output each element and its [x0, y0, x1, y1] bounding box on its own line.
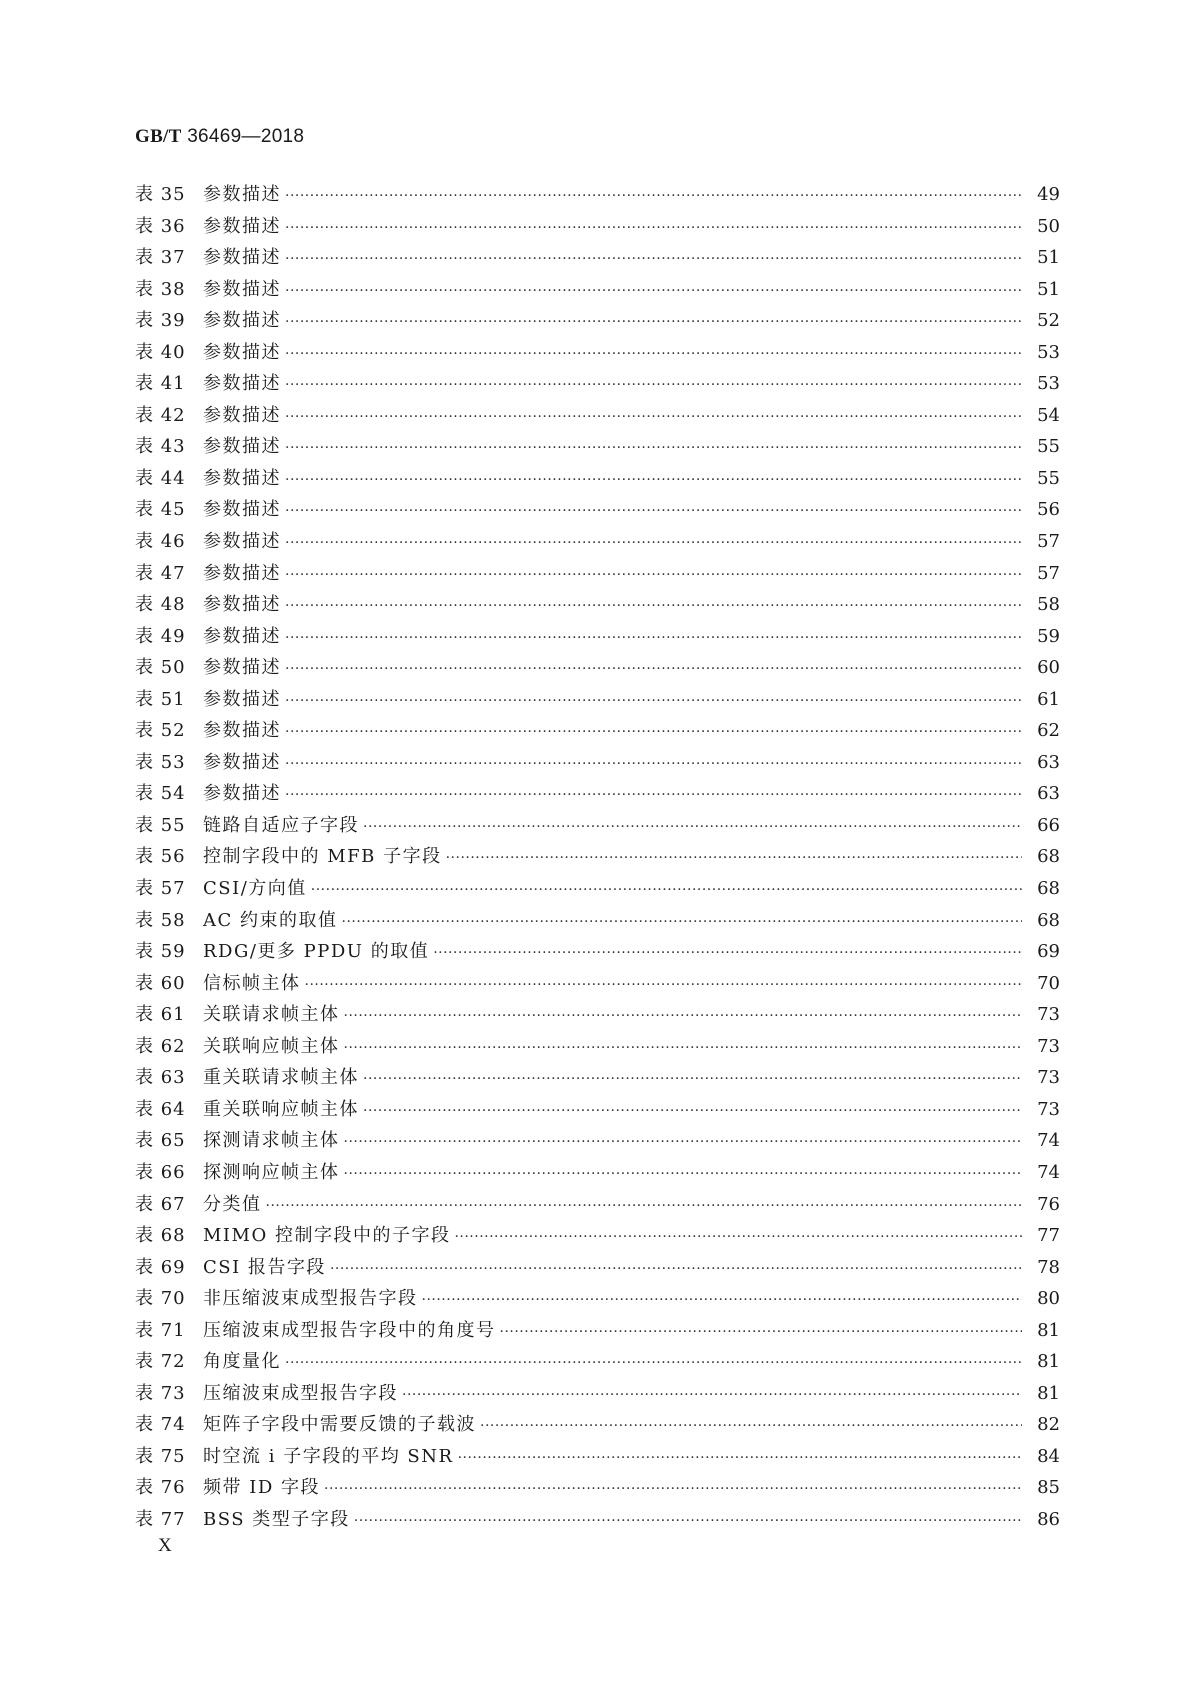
toc-entry-number: 表 76	[135, 1477, 186, 1499]
toc-entry[interactable]	[135, 1125, 1060, 1157]
toc-entry-title: MIMO 控制字段中的子字段	[203, 1225, 451, 1247]
toc-entry-number: 表 61	[135, 1004, 186, 1026]
toc-entry-page: 51	[1037, 278, 1060, 300]
toc-entry-number: 表 66	[135, 1161, 186, 1183]
toc-entry-title: 参数描述	[203, 688, 281, 710]
toc-entry-page: 78	[1037, 1256, 1060, 1278]
toc-entry-number: 表 63	[135, 1067, 186, 1089]
toc-entry-number: 表 45	[135, 499, 186, 521]
toc-dot-leader	[285, 402, 1022, 434]
toc-dot-leader	[285, 276, 1022, 308]
toc-dot-leader	[305, 970, 1023, 1002]
toc-entry-title: 参数描述	[203, 247, 281, 269]
toc-entry-number: 表 58	[135, 909, 186, 931]
toc-entry-title: 参数描述	[203, 594, 281, 616]
toc-entry-title: 重关联请求帧主体	[203, 1067, 359, 1089]
toc-dot-leader	[330, 1254, 1022, 1286]
toc-entry-title: 参数描述	[203, 184, 281, 205]
toc-entry-number: 表 49	[135, 625, 186, 647]
toc-entry-title: 参数描述	[203, 373, 281, 395]
toc-entry-title: 参数描述	[203, 751, 281, 773]
toc-dot-leader	[285, 244, 1022, 276]
toc-entry-title: 参数描述	[203, 341, 281, 363]
toc-entry-page: 51	[1037, 247, 1060, 269]
toc-entry-number: 表 42	[135, 404, 186, 426]
toc-entry-title: 链路自适应子字段	[203, 814, 359, 836]
toc-entry-title: 参数描述	[203, 499, 281, 521]
toc-entry-page: 55	[1037, 467, 1060, 489]
toc-entry[interactable]	[135, 589, 1060, 621]
toc-entry-title: 压缩波束成型报告字段中的角度号	[203, 1319, 496, 1341]
toc-dot-leader	[454, 1222, 1022, 1254]
toc-dot-leader	[422, 1285, 1023, 1317]
toc-entry-number: 表 70	[135, 1288, 186, 1310]
toc-entry-title: 探测响应帧主体	[203, 1161, 340, 1183]
toc-entry-title: 参数描述	[203, 720, 281, 742]
toc-entry-number: 表 74	[135, 1414, 186, 1436]
toc-entry-title: 信标帧主体	[203, 972, 301, 994]
toc-dot-leader	[363, 812, 1022, 844]
toc-entry-number: 表 52	[135, 720, 186, 742]
toc-entry-number: 表 53	[135, 751, 186, 773]
toc-entry[interactable]	[135, 621, 1060, 653]
toc-entry-title: 参数描述	[203, 657, 281, 679]
toc-dot-leader	[324, 1474, 1022, 1506]
toc-entry-title: 参数描述	[203, 215, 281, 237]
toc-entry[interactable]	[135, 242, 1060, 274]
toc-entry[interactable]	[135, 1346, 1060, 1378]
toc-dot-leader	[285, 780, 1022, 812]
toc-entry-number: 表 41	[135, 373, 186, 395]
toc-entry-number: 表 62	[135, 1035, 186, 1057]
toc-entry-title: 参数描述	[203, 310, 281, 332]
standard-number: 36469—2018	[181, 126, 305, 147]
toc-entry-title: AC 约束的取值	[203, 909, 338, 931]
toc-entry[interactable]	[135, 400, 1060, 432]
toc-entry-number: 表 67	[135, 1193, 186, 1215]
toc-dot-leader	[285, 717, 1022, 749]
toc-entry-page: 68	[1037, 846, 1060, 868]
toc-entry-title: 参数描述	[203, 467, 281, 489]
toc-entry-number: 表 38	[135, 278, 186, 300]
toc-dot-leader	[285, 213, 1022, 245]
toc-dot-leader	[458, 1443, 1022, 1475]
toc-entry-number: 表 55	[135, 814, 186, 836]
toc-dot-leader	[344, 1001, 1023, 1033]
table-of-contents-list	[135, 179, 1060, 1536]
toc-entry-page: 66	[1037, 814, 1060, 836]
toc-entry-page: 53	[1037, 373, 1060, 395]
toc-entry[interactable]	[135, 684, 1060, 716]
toc-entry-title: CSI 报告字段	[203, 1256, 326, 1278]
toc-dot-leader	[344, 1159, 1023, 1191]
toc-dot-leader	[285, 560, 1022, 592]
toc-entry[interactable]	[135, 1409, 1060, 1441]
toc-entry-page: 57	[1037, 562, 1060, 584]
toc-entry-number: 表 77	[135, 1508, 186, 1530]
toc-entry-number: 表 50	[135, 657, 186, 679]
toc-entry-title: 角度量化	[203, 1351, 281, 1373]
standard-prefix: GB/T	[135, 126, 182, 147]
toc-dot-leader	[285, 181, 1022, 213]
toc-dot-leader	[344, 1033, 1023, 1065]
toc-entry-page: 54	[1037, 404, 1060, 426]
toc-entry-title: 矩阵子字段中需要反馈的子载波	[203, 1414, 476, 1436]
toc-entry-title: 关联响应帧主体	[203, 1035, 340, 1057]
toc-entry-page: 73	[1037, 1035, 1060, 1057]
toc-entry[interactable]	[135, 1378, 1060, 1410]
toc-entry-title: RDG/更多 PPDU 的取值	[203, 941, 430, 963]
toc-entry-page: 52	[1037, 310, 1060, 332]
toc-entry[interactable]	[135, 368, 1060, 400]
toc-entry[interactable]	[135, 1283, 1060, 1315]
toc-entry-title: 频带 ID 字段	[203, 1477, 320, 1499]
toc-entry-page: 77	[1037, 1225, 1060, 1247]
toc-entry-page: 68	[1037, 909, 1060, 931]
toc-entry-number: 表 37	[135, 247, 186, 269]
toc-dot-leader	[344, 1127, 1023, 1159]
toc-entry[interactable]	[135, 463, 1060, 495]
toc-entry-page: 76	[1037, 1193, 1060, 1215]
toc-dot-leader	[285, 591, 1022, 623]
toc-entry[interactable]	[135, 305, 1060, 337]
toc-entry-number: 表 71	[135, 1319, 186, 1341]
toc-entry-number: 表 65	[135, 1130, 186, 1152]
toc-dot-leader	[266, 1191, 1023, 1223]
toc-entry-number: 表 35	[135, 184, 186, 205]
toc-entry-title: BSS 类型子字段	[203, 1508, 350, 1530]
toc-entry-number: 表 39	[135, 310, 186, 332]
toc-dot-leader	[285, 433, 1022, 465]
toc-entry-page: 63	[1037, 783, 1060, 805]
toc-entry-page: 62	[1037, 720, 1060, 742]
toc-entry-title: 参数描述	[203, 531, 281, 553]
toc-entry-page: 63	[1037, 751, 1060, 773]
toc-entry[interactable]	[135, 968, 1060, 1000]
toc-entry[interactable]	[135, 1441, 1060, 1473]
toc-entry[interactable]	[135, 841, 1060, 873]
toc-entry-title: 参数描述	[203, 562, 281, 584]
toc-dot-leader	[363, 1096, 1022, 1128]
toc-dot-leader	[285, 307, 1022, 339]
toc-entry-page: 82	[1037, 1414, 1060, 1436]
toc-entry[interactable]	[135, 1062, 1060, 1094]
toc-entry[interactable]	[135, 1220, 1060, 1252]
toc-entry-page: 58	[1037, 594, 1060, 616]
toc-entry-title: 重关联响应帧主体	[203, 1098, 359, 1120]
toc-entry[interactable]	[135, 431, 1060, 463]
toc-entry-number: 表 44	[135, 467, 186, 489]
toc-dot-leader	[285, 686, 1022, 718]
toc-entry-number: 表 72	[135, 1351, 186, 1373]
toc-entry[interactable]	[135, 1472, 1060, 1504]
toc-dot-leader	[446, 843, 1022, 875]
toc-entry-page: 68	[1037, 878, 1060, 900]
toc-entry-page: 73	[1037, 1067, 1060, 1089]
toc-dot-leader	[363, 1064, 1022, 1096]
toc-entry[interactable]	[135, 1189, 1060, 1221]
toc-entry[interactable]	[135, 747, 1060, 779]
toc-entry[interactable]	[135, 1031, 1060, 1063]
toc-entry[interactable]	[135, 1504, 1060, 1536]
toc-dot-leader	[500, 1317, 1023, 1349]
toc-dot-leader	[285, 749, 1022, 781]
toc-entry-page: 73	[1037, 1098, 1060, 1120]
toc-entry[interactable]	[135, 715, 1060, 747]
toc-entry-title: 关联请求帧主体	[203, 1004, 340, 1026]
toc-dot-leader	[402, 1380, 1022, 1412]
toc-entry-page: 70	[1037, 972, 1060, 994]
toc-entry-page: 73	[1037, 1004, 1060, 1026]
toc-entry-number: 表 60	[135, 972, 186, 994]
toc-entry-title: 参数描述	[203, 783, 281, 805]
toc-entry-page: 55	[1037, 436, 1060, 458]
toc-entry-number: 表 40	[135, 341, 186, 363]
toc-entry-page: 61	[1037, 688, 1060, 710]
toc-entry-page: 74	[1037, 1130, 1060, 1152]
toc-dot-leader	[285, 496, 1022, 528]
toc-entry-title: 探测请求帧主体	[203, 1130, 340, 1152]
toc-entry-number: 表 64	[135, 1098, 186, 1120]
page-header	[135, 126, 304, 148]
toc-entry-page: 81	[1037, 1319, 1060, 1341]
toc-entry-number: 表 51	[135, 688, 186, 710]
toc-entry-title: 时空流 i 子字段的平均 SNR	[203, 1445, 454, 1467]
toc-entry-page: 84	[1037, 1445, 1060, 1467]
toc-entry-number: 表 69	[135, 1256, 186, 1278]
toc-dot-leader	[285, 528, 1022, 560]
toc-entry-page: 57	[1037, 531, 1060, 553]
toc-dot-leader	[285, 654, 1022, 686]
toc-entry[interactable]	[135, 999, 1060, 1031]
toc-entry-page: 85	[1037, 1477, 1060, 1499]
toc-entry-page: 74	[1037, 1161, 1060, 1183]
toc-entry[interactable]	[135, 936, 1060, 968]
toc-entry-title: 分类值	[203, 1193, 262, 1215]
toc-dot-leader	[285, 623, 1022, 655]
toc-entry-number: 表 36	[135, 215, 186, 237]
toc-entry-page: 59	[1037, 625, 1060, 647]
toc-entry-number: 表 75	[135, 1445, 186, 1467]
toc-dot-leader	[433, 938, 1022, 970]
toc-entry-title: 控制字段中的 MFB 子字段	[203, 846, 442, 868]
toc-entry[interactable]	[135, 1315, 1060, 1347]
toc-entry-number: 表 56	[135, 846, 186, 868]
toc-entry-number: 表 48	[135, 594, 186, 616]
toc-dot-leader	[285, 465, 1022, 497]
toc-dot-leader	[311, 875, 1022, 907]
toc-entry[interactable]	[135, 810, 1060, 842]
toc-entry-page: 60	[1037, 657, 1060, 679]
toc-dot-leader	[285, 370, 1022, 402]
toc-entry[interactable]	[135, 652, 1060, 684]
toc-entry[interactable]	[135, 179, 1060, 211]
toc-entry-number: 表 68	[135, 1225, 186, 1247]
toc-entry-number: 表 54	[135, 783, 186, 805]
toc-entry-page: 49	[1037, 184, 1060, 205]
toc-entry-page: 86	[1037, 1508, 1060, 1530]
toc-entry-title: 参数描述	[203, 278, 281, 300]
toc-entry-number: 表 59	[135, 941, 186, 963]
toc-entry-page: 81	[1037, 1382, 1060, 1404]
toc-entry-page: 53	[1037, 341, 1060, 363]
toc-entry-title: 非压缩波束成型报告字段	[203, 1288, 418, 1310]
page-number: X	[158, 1535, 172, 1556]
toc-dot-leader	[285, 1348, 1022, 1380]
toc-entry[interactable]	[135, 526, 1060, 558]
toc-entry-number: 表 57	[135, 878, 186, 900]
toc-entry[interactable]	[135, 1252, 1060, 1284]
toc-entry-page: 50	[1037, 215, 1060, 237]
toc-entry[interactable]	[135, 274, 1060, 306]
toc-dot-leader	[285, 339, 1022, 371]
toc-dot-leader	[342, 907, 1023, 939]
toc-entry-page: 56	[1037, 499, 1060, 521]
toc-entry-number: 表 73	[135, 1382, 186, 1404]
toc-dot-leader	[480, 1411, 1022, 1443]
toc-entry[interactable]	[135, 494, 1060, 526]
toc-entry-title: 参数描述	[203, 404, 281, 426]
toc-entry[interactable]	[135, 211, 1060, 243]
toc-entry-title: 压缩波束成型报告字段	[203, 1382, 398, 1404]
toc-entry-page: 80	[1037, 1288, 1060, 1310]
toc-entry-number: 表 47	[135, 562, 186, 584]
toc-entry-page: 81	[1037, 1351, 1060, 1373]
toc-entry[interactable]	[135, 778, 1060, 810]
toc-entry[interactable]	[135, 873, 1060, 905]
toc-entry-number: 表 46	[135, 531, 186, 553]
toc-entry-title: CSI/方向值	[203, 878, 307, 900]
toc-entry-title: 参数描述	[203, 625, 281, 647]
toc-entry-title: 参数描述	[203, 436, 281, 458]
toc-entry[interactable]	[135, 558, 1060, 590]
toc-entry-number: 表 43	[135, 436, 186, 458]
toc-entry[interactable]	[135, 337, 1060, 369]
toc-entry[interactable]	[135, 905, 1060, 937]
toc-entry[interactable]	[135, 1094, 1060, 1126]
toc-entry-page: 69	[1037, 941, 1060, 963]
toc-dot-leader	[354, 1506, 1022, 1538]
toc-entry[interactable]	[135, 1157, 1060, 1189]
